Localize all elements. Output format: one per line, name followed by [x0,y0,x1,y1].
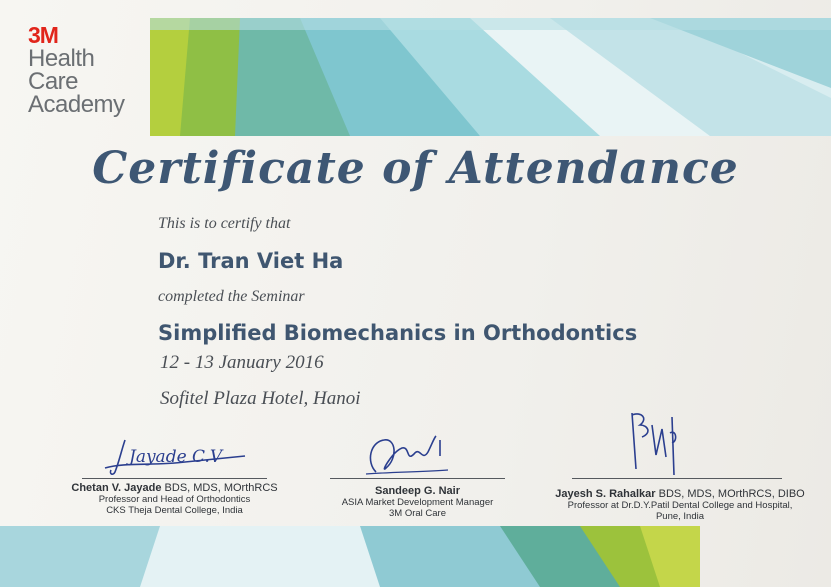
signature-line-3 [572,478,782,479]
signatory-nair-name-line [320,485,515,497]
seminar-title: Simplified Biomechanics in Orthodontics [158,321,638,345]
signatory-rahalkar [540,488,820,522]
signatory-rahalkar-name-line [540,488,820,500]
signatory-jayade [52,482,297,516]
signatory-rahalkar-title: Professor at Dr.D.Y.Patil Dental College and Hospital, [567,500,793,511]
top-banner-graphic [150,18,831,136]
seminar-venue: Sofitel Plaza Hotel, Hanoi [160,388,361,409]
certify-text: This is to certify that [158,215,291,232]
signatory-jayade-name: Chetan V. Jayade [71,482,162,494]
signature-jayade [95,432,265,480]
bottom-banner-graphic [0,526,700,587]
completed-text: completed the Seminar [158,288,305,305]
signatory-jayade-title: Professor and Head of Orthodontics [98,494,251,505]
recipient-name: Dr. Tran Viet Ha [158,249,344,273]
signature-jayade-text: Jayade C.V [129,447,223,467]
signatory-jayade-name-line [52,482,297,494]
signature-nair [362,432,452,480]
logo-line-3: Academy [28,91,125,118]
signatory-jayade-degrees: BDS, MDS, MOrthRCS [161,482,278,494]
logo-line-1: Health [28,45,95,72]
signatory-nair [320,485,515,519]
health-care-academy-logo [28,24,125,116]
seminar-dates: 12 - 13 January 2016 [160,352,324,373]
signatory-nair-organization: 3M Oral Care [388,508,446,519]
logo-line-2: Care [28,68,79,95]
certificate-title: Certificate of Attendance [92,143,739,194]
signatory-rahalkar-degrees: BDS, MDS, MOrthRCS, DIBO [655,488,805,500]
signature-rahalkar [622,405,692,480]
signatory-rahalkar-location: Pune, India [655,511,705,522]
signatory-nair-title: ASIA Market Development Manager [341,497,494,508]
brand-logo-text: 3M [28,22,58,48]
signature-line-2 [330,478,505,479]
signatory-jayade-institution: CKS Theja Dental College, India [106,505,243,516]
signatory-nair-name: Sandeep G. Nair [375,485,460,497]
signatory-rahalkar-name: Jayesh S. Rahalkar [555,488,656,500]
signature-line-1 [82,478,267,479]
